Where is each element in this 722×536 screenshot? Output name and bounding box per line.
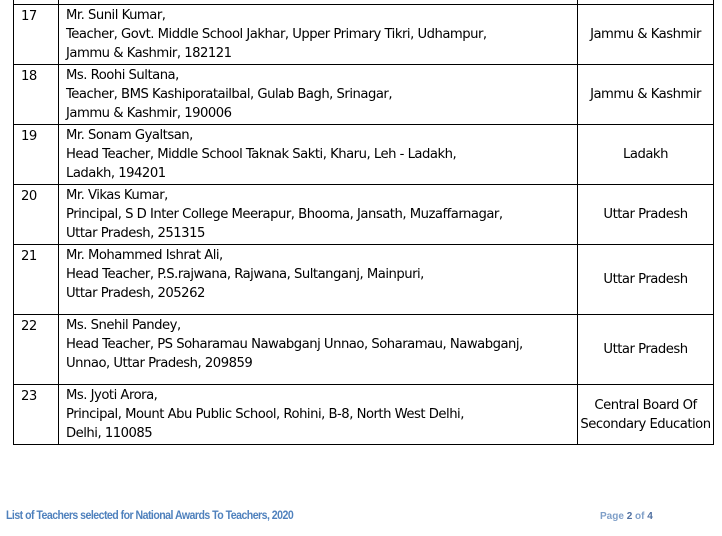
address-line: Head Teacher, Middle School Taknak Sakti, Kharu, Leh - Ladakh,: [66, 147, 457, 162]
address-line: Ladakh, 194201: [66, 166, 166, 181]
serial-number: 23: [14, 385, 59, 445]
address-line: Head Teacher, PS Soharamau Nawabganj Unnao, Soharamau, Nawabganj,: [66, 337, 523, 352]
serial-number: 22: [14, 315, 59, 385]
address-line: Uttar Pradesh, 251315: [66, 226, 205, 241]
table-row: [14, 185, 714, 245]
state-cell: Uttar Pradesh: [578, 185, 714, 245]
teacher-name: Mr. Mohammed Ishrat Ali,: [66, 248, 223, 263]
footer-title: List of Teachers selected for National Awards To Teachers, 2020: [6, 508, 294, 522]
state-cell: Uttar Pradesh: [578, 245, 714, 315]
address-line: Head Teacher, P.S.rajwana, Rajwana, Sultanganj, Mainpuri,: [66, 267, 424, 282]
teacher-name: Mr. Sonam Gyaltsan,: [66, 128, 193, 143]
page-total: 4: [647, 511, 653, 522]
teacher-details: [59, 185, 578, 245]
state-cell: Uttar Pradesh: [578, 315, 714, 385]
teacher-details: [59, 125, 578, 185]
table-row: [14, 5, 714, 65]
table-row: [14, 125, 714, 185]
address-line: Delhi, 110085: [66, 426, 153, 441]
table-row: [14, 315, 714, 385]
teacher-name: Ms. Jyoti Arora,: [66, 388, 158, 403]
table-row: [14, 245, 714, 315]
teacher-name: Ms. Roohi Sultana,: [66, 68, 179, 83]
state-cell: Jammu & Kashmir: [578, 5, 714, 65]
teacher-details: [59, 5, 578, 65]
serial-number: 20: [14, 185, 59, 245]
state-cell: Jammu & Kashmir: [578, 65, 714, 125]
state-cell: Central Board Of Secondary Education: [578, 385, 714, 445]
page-number: [600, 511, 653, 522]
page-label: Page: [600, 511, 624, 522]
address-line: Uttar Pradesh, 205262: [66, 286, 205, 301]
address-line: Principal, Mount Abu Public School, Rohini, B-8, North West Delhi,: [66, 407, 464, 422]
teacher-details: [59, 245, 578, 315]
address-line: Principal, S D Inter College Meerapur, Bhooma, Jansath, Muzaffarnagar,: [66, 207, 503, 222]
serial-number: 18: [14, 65, 59, 125]
teacher-details: [59, 315, 578, 385]
serial-number: 21: [14, 245, 59, 315]
address-line: Jammu & Kashmir, 190006: [66, 106, 232, 121]
state-cell: Ladakh: [578, 125, 714, 185]
address-line: Teacher, Govt. Middle School Jakhar, Upper Primary Tikri, Udhampur,: [66, 27, 487, 42]
page-current: 2: [626, 511, 633, 522]
table-row: [14, 385, 714, 445]
teacher-name: Mr. Vikas Kumar,: [66, 188, 168, 203]
address-line: Teacher, BMS Kashiporatailbal, Gulab Bagh, Srinagar,: [66, 87, 393, 102]
address-line: Jammu & Kashmir, 182121: [66, 46, 232, 61]
serial-number: 19: [14, 125, 59, 185]
teacher-name: Ms. Snehil Pandey,: [66, 318, 181, 333]
table-row: [14, 65, 714, 125]
teacher-name: Mr. Sunil Kumar,: [66, 8, 166, 23]
address-line: Unnao, Uttar Pradesh, 209859: [66, 356, 253, 371]
serial-number: 17: [14, 5, 59, 65]
teacher-details: [59, 385, 578, 445]
teacher-details: [59, 65, 578, 125]
page-of: of: [635, 511, 645, 522]
teachers-table: [13, 0, 714, 445]
